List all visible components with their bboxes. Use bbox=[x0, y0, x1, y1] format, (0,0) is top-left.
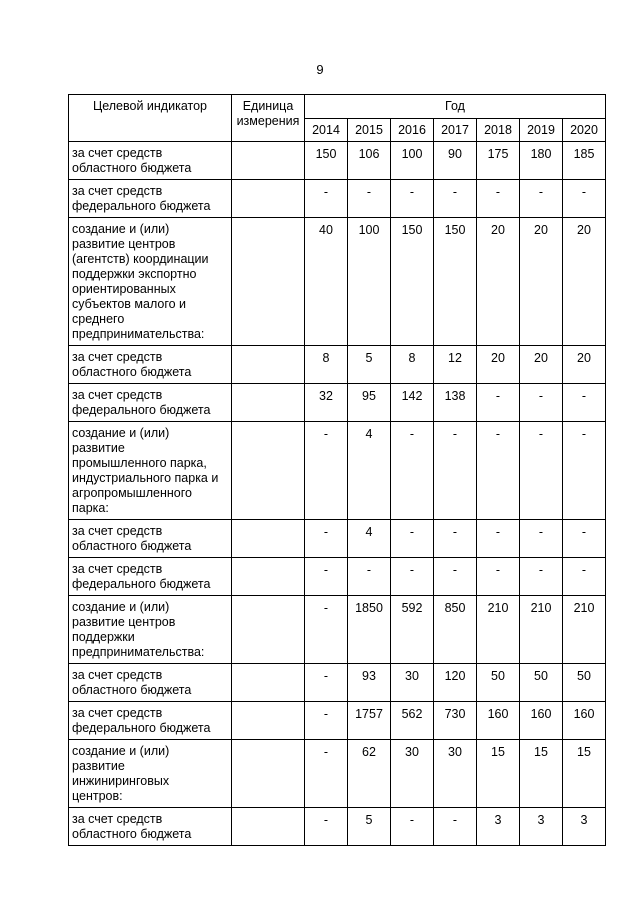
header-year: 2017 bbox=[434, 119, 477, 142]
value-cell: 15 bbox=[563, 740, 606, 808]
table-row bbox=[69, 384, 606, 422]
value-cell: 1757 bbox=[348, 702, 391, 740]
value-cell: - bbox=[305, 422, 348, 520]
value-cell: - bbox=[305, 702, 348, 740]
indicator-label: за счет средств федерального бюджета bbox=[72, 184, 211, 213]
value-cell: 20 bbox=[520, 346, 563, 384]
value-cell: 40 bbox=[305, 218, 348, 346]
value-cell: 175 bbox=[477, 142, 520, 180]
value-cell: 20 bbox=[520, 218, 563, 346]
value-cell: 5 bbox=[348, 808, 391, 846]
value-cell: 180 bbox=[520, 142, 563, 180]
value-cell: 20 bbox=[563, 346, 606, 384]
value-cell: 30 bbox=[391, 740, 434, 808]
table-row bbox=[69, 740, 606, 808]
indicator-label: за счет средств федерального бюджета bbox=[72, 388, 211, 417]
unit-cell bbox=[232, 384, 305, 422]
indicator-cell bbox=[69, 558, 232, 596]
value-cell: 15 bbox=[520, 740, 563, 808]
header-year-group: Год bbox=[305, 95, 606, 119]
indicator-label: создание и (или) развитие промышленного парка, индустриального парка и агропромышленного парка: bbox=[72, 426, 219, 515]
value-cell: - bbox=[477, 558, 520, 596]
header-year: 2015 bbox=[348, 119, 391, 142]
value-cell: - bbox=[391, 520, 434, 558]
value-cell: - bbox=[305, 558, 348, 596]
value-cell: - bbox=[477, 422, 520, 520]
value-cell: 8 bbox=[391, 346, 434, 384]
value-cell: - bbox=[563, 180, 606, 218]
value-cell: 150 bbox=[391, 218, 434, 346]
value-cell: 106 bbox=[348, 142, 391, 180]
indicator-label: за счет средств федерального бюджета bbox=[72, 562, 211, 591]
value-cell: - bbox=[520, 180, 563, 218]
value-cell: - bbox=[563, 558, 606, 596]
unit-cell bbox=[232, 808, 305, 846]
unit-cell bbox=[232, 702, 305, 740]
value-cell: - bbox=[305, 520, 348, 558]
value-cell: - bbox=[520, 384, 563, 422]
value-cell: 120 bbox=[434, 664, 477, 702]
table-row bbox=[69, 218, 606, 346]
value-cell: 93 bbox=[348, 664, 391, 702]
indicator-cell bbox=[69, 346, 232, 384]
value-cell: 730 bbox=[434, 702, 477, 740]
value-cell: 50 bbox=[563, 664, 606, 702]
header-year: 2020 bbox=[563, 119, 606, 142]
value-cell: 592 bbox=[391, 596, 434, 664]
page-number: 9 bbox=[316, 62, 324, 77]
value-cell: 100 bbox=[391, 142, 434, 180]
unit-cell bbox=[232, 558, 305, 596]
table-row bbox=[69, 808, 606, 846]
value-cell: - bbox=[477, 180, 520, 218]
indicator-cell bbox=[69, 740, 232, 808]
indicator-cell bbox=[69, 180, 232, 218]
header-year: 2014 bbox=[305, 119, 348, 142]
value-cell: - bbox=[348, 558, 391, 596]
unit-cell bbox=[232, 218, 305, 346]
indicator-label: создание и (или) развитие центров (агентств) координации поддержки экспортно ориентированных субъектов малого и среднего предпринимательства: bbox=[72, 222, 209, 341]
header-unit: Единица измерения bbox=[232, 95, 305, 142]
value-cell: - bbox=[434, 180, 477, 218]
value-cell: - bbox=[391, 558, 434, 596]
value-cell: 850 bbox=[434, 596, 477, 664]
table-row bbox=[69, 180, 606, 218]
unit-cell bbox=[232, 180, 305, 218]
indicator-label: за счет средств областного бюджета bbox=[72, 524, 192, 553]
header-row bbox=[69, 95, 606, 119]
value-cell: 3 bbox=[520, 808, 563, 846]
value-cell: - bbox=[434, 520, 477, 558]
value-cell: 20 bbox=[477, 346, 520, 384]
value-cell: 210 bbox=[520, 596, 563, 664]
table-row bbox=[69, 142, 606, 180]
indicator-label: за счет средств федерального бюджета bbox=[72, 706, 211, 735]
value-cell: 50 bbox=[520, 664, 563, 702]
indicator-cell bbox=[69, 422, 232, 520]
indicator-label: за счет средств областного бюджета bbox=[72, 812, 192, 841]
value-cell: 4 bbox=[348, 422, 391, 520]
value-cell: - bbox=[391, 180, 434, 218]
value-cell: - bbox=[434, 558, 477, 596]
indicator-label: создание и (или) развитие инжиниринговых центров: bbox=[72, 744, 170, 803]
indicator-cell bbox=[69, 520, 232, 558]
indicator-label: за счет средств областного бюджета bbox=[72, 668, 192, 697]
value-cell: - bbox=[391, 422, 434, 520]
indicator-cell bbox=[69, 808, 232, 846]
value-cell: - bbox=[520, 422, 563, 520]
value-cell: 210 bbox=[563, 596, 606, 664]
value-cell: - bbox=[477, 384, 520, 422]
value-cell: 20 bbox=[563, 218, 606, 346]
value-cell: - bbox=[305, 596, 348, 664]
value-cell: - bbox=[520, 520, 563, 558]
value-cell: 90 bbox=[434, 142, 477, 180]
indicator-label: создание и (или) развитие центров поддержки предпринимательства: bbox=[72, 600, 205, 659]
indicator-cell bbox=[69, 384, 232, 422]
value-cell: 210 bbox=[477, 596, 520, 664]
value-cell: 185 bbox=[563, 142, 606, 180]
value-cell: 150 bbox=[305, 142, 348, 180]
value-cell: 15 bbox=[477, 740, 520, 808]
indicator-table bbox=[68, 94, 606, 846]
unit-cell bbox=[232, 596, 305, 664]
unit-cell bbox=[232, 422, 305, 520]
table-row bbox=[69, 558, 606, 596]
value-cell: 562 bbox=[391, 702, 434, 740]
value-cell: 138 bbox=[434, 384, 477, 422]
value-cell: 1850 bbox=[348, 596, 391, 664]
unit-cell bbox=[232, 520, 305, 558]
header-year: 2019 bbox=[520, 119, 563, 142]
value-cell: 3 bbox=[477, 808, 520, 846]
indicator-cell bbox=[69, 218, 232, 346]
value-cell: 20 bbox=[477, 218, 520, 346]
unit-cell bbox=[232, 740, 305, 808]
value-cell: - bbox=[305, 740, 348, 808]
header-indicator: Целевой индикатор bbox=[69, 95, 232, 142]
indicator-label: за счет средств областного бюджета bbox=[72, 146, 192, 175]
value-cell: - bbox=[305, 808, 348, 846]
value-cell: - bbox=[563, 520, 606, 558]
value-cell: 150 bbox=[434, 218, 477, 346]
indicator-cell bbox=[69, 596, 232, 664]
value-cell: - bbox=[434, 808, 477, 846]
table-row bbox=[69, 520, 606, 558]
value-cell: - bbox=[477, 520, 520, 558]
value-cell: 160 bbox=[520, 702, 563, 740]
table-row bbox=[69, 422, 606, 520]
value-cell: 100 bbox=[348, 218, 391, 346]
value-cell: - bbox=[348, 180, 391, 218]
value-cell: 50 bbox=[477, 664, 520, 702]
table-body bbox=[69, 142, 606, 846]
table-row bbox=[69, 664, 606, 702]
value-cell: - bbox=[305, 664, 348, 702]
value-cell: 142 bbox=[391, 384, 434, 422]
header-year: 2016 bbox=[391, 119, 434, 142]
value-cell: 30 bbox=[434, 740, 477, 808]
indicator-cell bbox=[69, 702, 232, 740]
value-cell: 12 bbox=[434, 346, 477, 384]
unit-cell bbox=[232, 142, 305, 180]
value-cell: 32 bbox=[305, 384, 348, 422]
value-cell: - bbox=[563, 384, 606, 422]
value-cell: 3 bbox=[563, 808, 606, 846]
indicator-cell bbox=[69, 142, 232, 180]
unit-cell bbox=[232, 346, 305, 384]
value-cell: - bbox=[563, 422, 606, 520]
value-cell: - bbox=[434, 422, 477, 520]
table-row bbox=[69, 702, 606, 740]
value-cell: - bbox=[520, 558, 563, 596]
header-year: 2018 bbox=[477, 119, 520, 142]
value-cell: 160 bbox=[563, 702, 606, 740]
unit-cell bbox=[232, 664, 305, 702]
value-cell: 95 bbox=[348, 384, 391, 422]
value-cell: 160 bbox=[477, 702, 520, 740]
table-row bbox=[69, 596, 606, 664]
value-cell: - bbox=[391, 808, 434, 846]
value-cell: 4 bbox=[348, 520, 391, 558]
indicator-cell bbox=[69, 664, 232, 702]
value-cell: 30 bbox=[391, 664, 434, 702]
indicator-label: за счет средств областного бюджета bbox=[72, 350, 192, 379]
value-cell: - bbox=[305, 180, 348, 218]
value-cell: 5 bbox=[348, 346, 391, 384]
value-cell: 8 bbox=[305, 346, 348, 384]
table-row bbox=[69, 346, 606, 384]
value-cell: 62 bbox=[348, 740, 391, 808]
